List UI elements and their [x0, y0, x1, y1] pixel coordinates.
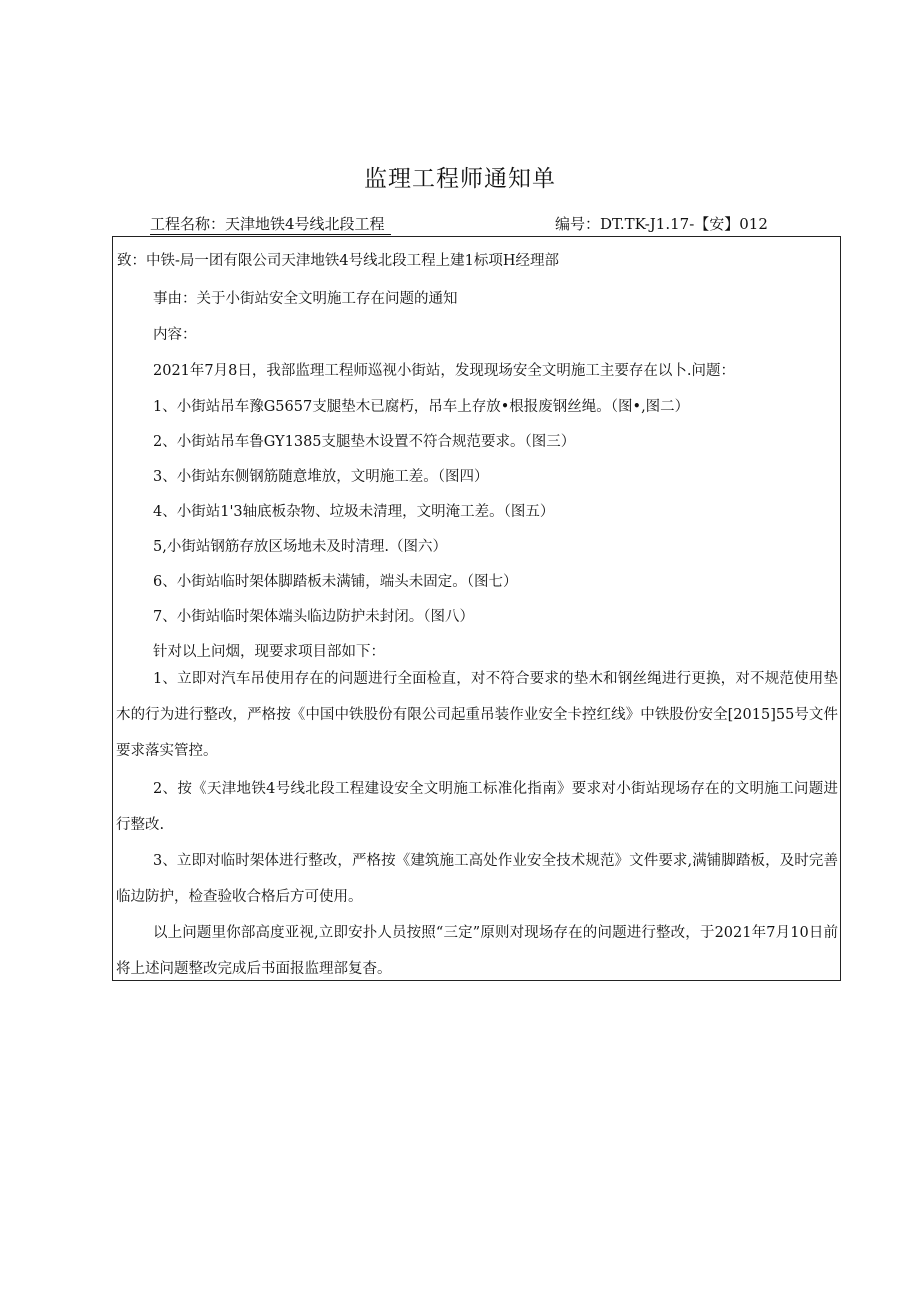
problem-item: 4、小街站1'3轴底板杂物、垃圾未清理，文明淹工差。（图五）: [153, 504, 555, 520]
closing-paragraph: 以上问题里你部高度亚视,立即安扑人员按照“三定”原则对现场存在的问题进行整改，于2021年7月10日前将上述问题整改完成后书面报监理部复杳。: [116, 925, 838, 977]
problem-item: 3、小街站东侧钢筋随意堆放，文明施工差。（图四）: [153, 469, 489, 485]
content-label: 内容：: [153, 327, 197, 343]
page-title: 监理工程师通知单: [364, 166, 556, 192]
requirement-paragraph: 1、立即对汽车吊使用存在的问题进行全面检直，对不符合要求的垫木和钢丝绳进行更换，对不规范使用垫木的行为进行整改，严格按《中国中铁股份有限公司起重吊装作业安全卡控红线》中铁股份安全[2015]55号文件要求落实管控。: [116, 671, 838, 759]
addressee: 致：中铁-局一团有限公司天津地铁4号线北段工程上建1标项H经理部: [117, 253, 559, 269]
requirement-paragraph: 2、按《天津地铁4号线北段工程建设安全文明施工标准化指南》要求对小街站现场存在的文明施工问题进行整改.: [116, 781, 838, 833]
problem-item: 6、小街站临时架体脚踏板未满铺，端头未固定。（图七）: [153, 574, 518, 590]
requirement-paragraph: 3、立即对临时架体进行整改，严格按《建筑施工高处作业安全技术规范》文件要求,满铺脚踏板，及时完善临边防护，检查验收合格后方可使用。: [116, 853, 838, 905]
problem-item: 5,小街站钢筋存放区场地未及时清理.（图六）: [153, 539, 447, 555]
project-name: 工程名称：天津地铁4号线北段工程: [150, 213, 391, 235]
notice-content-box: [112, 236, 841, 981]
document-header: [150, 213, 800, 235]
subject-line: 事由：关于小街站安全文明施工存在问题的通知: [153, 291, 458, 307]
problem-item: 1、小街站吊车豫G5657支腿垫木已腐朽，吊车上存放•根报废钢丝绳。（图•,图二）: [153, 399, 690, 415]
requirements-intro: 针对以上问烟，现要求项目部如下：: [153, 644, 385, 660]
problem-item: 7、小街站临时架体端头临边防护未封闭。（图八）: [153, 609, 474, 625]
document-number: 编号：DT.TK-J1.17-【安】012: [555, 215, 768, 233]
problem-item: 2、小街站吊车鲁GY1385支腿垫木设置不符合规范要求。（图三）: [153, 434, 576, 450]
intro-paragraph: 2021年7月8日，我部监理工程师巡视小街站，发现现场安全文明施工主要存在以卜.问题：: [153, 363, 735, 379]
